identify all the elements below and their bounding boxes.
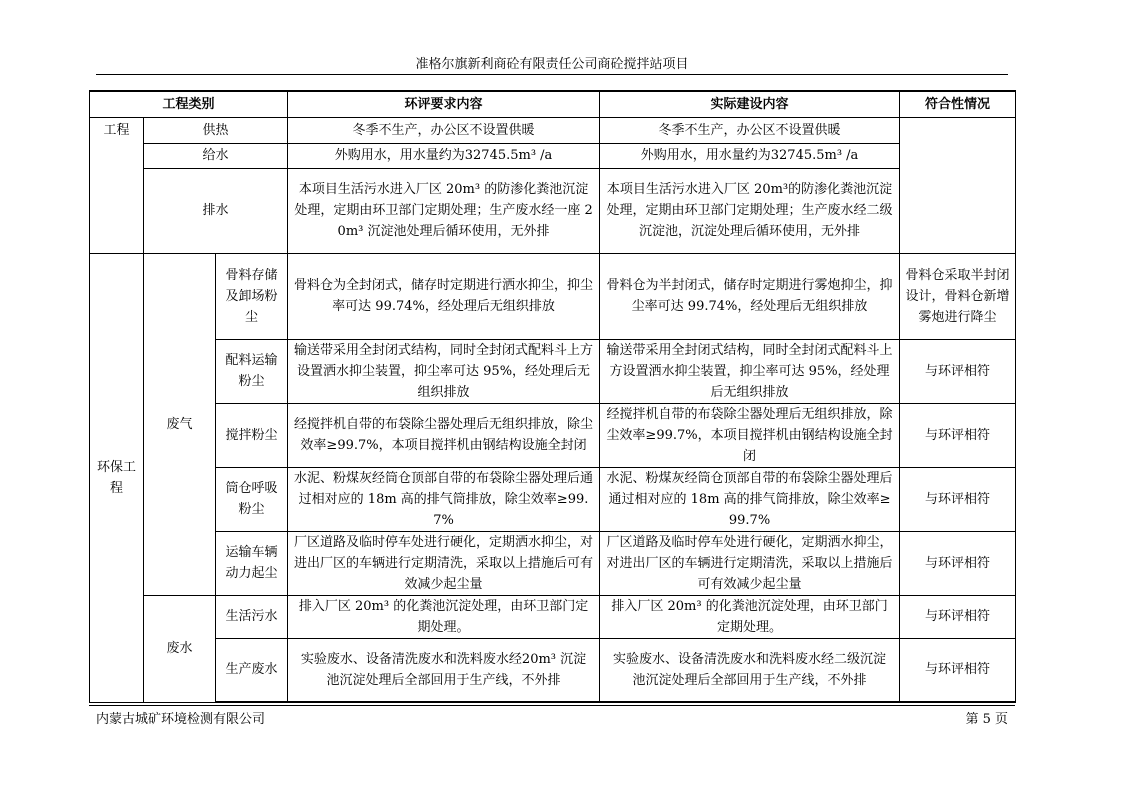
col-header-actual: 实际建设内容	[600, 91, 900, 117]
status-cell: 与环评相符	[900, 595, 1016, 638]
status-cell: 与环评相符	[900, 339, 1016, 403]
required-cell: 经搅拌机自带的布袋除尘器处理后无组织排放，除尘效率≥99.7%，本项目搅拌机由钢结构设施全封闭	[288, 403, 600, 467]
table-row	[90, 143, 1016, 168]
table-row	[90, 467, 1016, 531]
required-cell: 外购用水，用水量约为32745.5m³ /a	[288, 143, 600, 168]
actual-cell: 排入厂区 20m³ 的化粪池沉淀处理，由环卫部门定期处理。	[600, 595, 900, 638]
table-header-row	[90, 91, 1016, 117]
required-cell: 输送带采用全封闭式结构，同时全封闭式配料斗上方设置洒水抑尘装置，抑尘率可达 95%，经处理后无组织排放	[288, 339, 600, 403]
group-label-gongcheng: 工程	[90, 117, 144, 253]
required-cell: 实验废水、设备清洗废水和洗料废水经20m³ 沉淀 池沉淀处理后全部回用于生产线，不外排	[288, 638, 600, 702]
table-row	[90, 595, 1016, 638]
status-cell: 与环评相符	[900, 403, 1016, 467]
subgroup-label-feishui: 废水	[144, 595, 216, 702]
item-cell: 供热	[144, 117, 288, 143]
actual-cell: 水泥、粉煤灰经筒仓顶部自带的布袋除尘器处理后通过相对应的 18m 高的排气筒排放，除尘效率≥99.7%	[600, 467, 900, 531]
status-cell: 与环评相符	[900, 531, 1016, 595]
actual-cell: 经搅拌机自带的布袋除尘器处理后无组织排放，除尘效率≥99.7%，本项目搅拌机由钢结构设施全封闭	[600, 403, 900, 467]
table-row	[90, 638, 1016, 702]
table-row	[90, 531, 1016, 595]
status-cell: 骨料仓采取半封闭设计，骨料仓新增雾炮进行降尘	[900, 253, 1016, 339]
actual-cell: 骨料仓为半封闭式，储存时定期进行雾炮抑尘，抑尘率可达 99.74%，经处理后无组织排放	[600, 253, 900, 339]
compliance-table	[89, 90, 1016, 703]
table-row	[90, 253, 1016, 339]
item-cell: 生产废水	[216, 638, 288, 702]
actual-cell: 厂区道路及临时停车处进行硬化，定期洒水抑尘，对进出厂区的车辆进行定期清洗，采取以上措施后可有效减少起尘量	[600, 531, 900, 595]
table-row	[90, 339, 1016, 403]
item-cell: 运输车辆动力起尘	[216, 531, 288, 595]
item-cell: 骨料存储及卸场粉尘	[216, 253, 288, 339]
actual-cell: 输送带采用全封闭式结构，同时全封闭式配料斗上方设置洒水抑尘装置，抑尘率可达 95%，经处理后无组织排放	[600, 339, 900, 403]
table-row	[90, 168, 1016, 253]
col-header-status: 符合性情况	[900, 91, 1016, 117]
required-cell: 厂区道路及临时停车处进行硬化，定期洒水抑尘，对进出厂区的车辆进行定期清洗，采取以上措施后可有效减少起尘量	[288, 531, 600, 595]
col-header-required: 环评要求内容	[288, 91, 600, 117]
item-cell: 给水	[144, 143, 288, 168]
required-cell: 冬季不生产，办公区不设置供暖	[288, 117, 600, 143]
page-header-title: 准格尔旗新利商砼有限责任公司商砼搅拌站项目	[415, 57, 689, 72]
status-cell: 与环评相符	[900, 467, 1016, 531]
group-label-huanbao: 环保工程	[90, 253, 144, 702]
table-row	[90, 403, 1016, 467]
col-header-category: 工程类别	[90, 91, 288, 117]
footer-company: 内蒙古城矿环境检测有限公司	[96, 712, 266, 727]
item-cell: 配料运输粉尘	[216, 339, 288, 403]
item-cell: 筒仓呼吸粉尘	[216, 467, 288, 531]
required-cell: 本项目生活污水进入厂区 20m³ 的防渗化粪池沉淀处理，定期由环卫部门定期处理；生产废水经一座 20m³ 沉淀池处理后循环使用，无外排	[288, 168, 600, 253]
actual-cell: 本项目生活污水进入厂区 20m³的防渗化粪池沉淀处理，定期由环卫部门定期处理；生产废水经二级沉淀池，沉淀处理后循环使用，无外排	[600, 168, 900, 253]
footer-page-number: 第 5 页	[965, 712, 1008, 727]
status-cell: 与环评相符	[900, 638, 1016, 702]
required-cell: 骨料仓为全封闭式，储存时定期进行洒水抑尘，抑尘率可达 99.74%，经处理后无组织排放	[288, 253, 600, 339]
actual-cell: 实验废水、设备清洗废水和洗料废水经二级沉淀 池沉淀处理后全部回用于生产线，不外排	[600, 638, 900, 702]
item-cell: 生活污水	[216, 595, 288, 638]
subgroup-label-feiqi: 废气	[144, 253, 216, 595]
actual-cell: 外购用水，用水量约为32745.5m³ /a	[600, 143, 900, 168]
table-row	[90, 117, 1016, 143]
status-cell-empty	[900, 117, 1016, 253]
item-cell: 搅拌粉尘	[216, 403, 288, 467]
footer-rule	[89, 705, 1015, 706]
header-rule	[96, 74, 1008, 75]
actual-cell: 冬季不生产，办公区不设置供暖	[600, 117, 900, 143]
item-cell: 排水	[144, 168, 288, 253]
required-cell: 排入厂区 20m³ 的化粪池沉淀处理，由环卫部门定期处理。	[288, 595, 600, 638]
required-cell: 水泥、粉煤灰经筒仓顶部自带的布袋除尘器处理后通过相对应的 18m 高的排气筒排放，除尘效率≥99.7%	[288, 467, 600, 531]
